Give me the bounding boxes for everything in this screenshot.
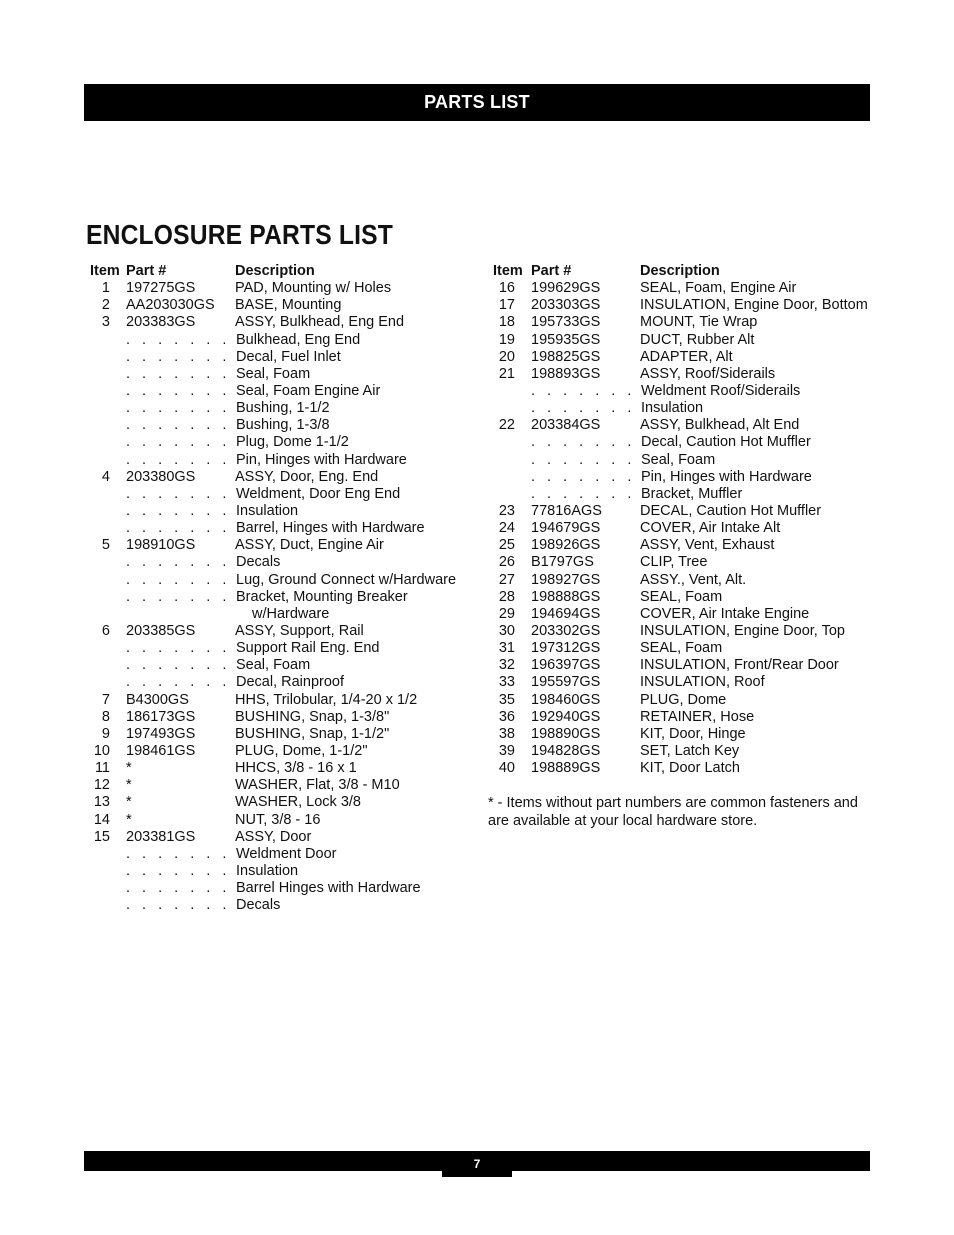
dot-leader: . . . . . . . xyxy=(531,468,636,485)
row-description: ASSY, Door, Eng. End xyxy=(235,468,379,485)
row-item: 28 xyxy=(498,588,515,605)
row-part-number: 198825GS xyxy=(531,348,601,365)
row-description: Seal, Foam xyxy=(236,657,311,674)
table-subrow xyxy=(493,469,873,486)
row-description: Decal, Rainproof xyxy=(236,674,344,691)
row-description: Bracket, Muffler xyxy=(641,485,743,502)
row-description: HHS, Trilobular, 1/4-20 x 1/2 xyxy=(235,691,418,708)
page-title: ENCLOSURE PARTS LIST xyxy=(86,219,393,250)
table-subrow xyxy=(88,366,468,383)
row-description: WASHER, Lock 3/8 xyxy=(235,794,361,811)
dot-leader: . . . . . . . xyxy=(126,400,231,417)
row-description: Insulation xyxy=(236,502,299,519)
row-part-number: 198889GS xyxy=(531,760,601,777)
dot-leader: . . . . . . . xyxy=(531,400,636,417)
row-item: 35 xyxy=(498,691,515,708)
row-item: 26 xyxy=(498,554,515,571)
row-item: 21 xyxy=(498,365,515,382)
row-part-number: 203302GS xyxy=(531,622,601,639)
row-part-number: 196397GS xyxy=(531,657,601,674)
dot-leader: . . . . . . . xyxy=(126,897,231,914)
header-bar xyxy=(84,84,870,121)
footnote: * - Items without part numbers are common fasteners and are available at your local hardware store. xyxy=(488,795,858,829)
table-row xyxy=(493,760,873,777)
row-item: 3 xyxy=(101,314,110,331)
table-row xyxy=(493,314,873,331)
dot-leader: . . . . . . . xyxy=(126,845,231,862)
row-part-number: * xyxy=(126,760,132,777)
table-row xyxy=(88,726,468,743)
row-description: Pin, Hinges with Hardware xyxy=(236,451,407,468)
table-row xyxy=(493,589,873,606)
row-description: Insulation xyxy=(236,862,299,879)
row-description: PLUG, Dome xyxy=(640,691,727,708)
row-description: ASSY, Bulkhead, Alt End xyxy=(640,417,800,434)
table-row xyxy=(493,743,873,760)
parts-table-right xyxy=(493,263,873,777)
row-part-number: 203380GS xyxy=(126,468,196,485)
table-row xyxy=(493,280,873,297)
row-description: COVER, Air Intake Alt xyxy=(640,520,781,537)
row-part-number: 194694GS xyxy=(531,605,601,622)
dot-leader: . . . . . . . xyxy=(126,588,231,605)
table-subrow xyxy=(88,554,468,571)
table-row xyxy=(493,554,873,571)
row-item: 22 xyxy=(498,417,515,434)
row-part-number: * xyxy=(126,777,132,794)
header-title: PARTS LIST xyxy=(424,92,530,112)
row-description: ASSY, Roof/Siderails xyxy=(640,365,776,382)
row-description: Plug, Dome 1-1/2 xyxy=(236,434,349,451)
row-description: Pin, Hinges with Hardware xyxy=(641,468,812,485)
row-description: ASSY, Vent, Exhaust xyxy=(640,537,775,554)
row-description: ASSY, Door xyxy=(235,828,312,845)
table-row xyxy=(88,692,468,709)
row-description: ASSY, Duct, Engine Air xyxy=(235,537,384,554)
table-header xyxy=(88,263,468,280)
row-description: BUSHING, Snap, 1-3/8" xyxy=(235,708,390,725)
row-description: INSULATION, Engine Door, Bottom xyxy=(640,297,868,314)
row-part-number: 186173GS xyxy=(126,708,196,725)
row-item: 24 xyxy=(498,520,515,537)
table-subrow xyxy=(88,897,468,914)
row-item: 33 xyxy=(498,674,515,691)
table-row xyxy=(88,760,468,777)
table-row xyxy=(493,692,873,709)
dot-leader: . . . . . . . xyxy=(126,674,231,691)
row-description: COVER, Air Intake Engine xyxy=(640,605,810,622)
row-description: CLIP, Tree xyxy=(640,554,708,571)
row-description: Weldment, Door Eng End xyxy=(236,485,401,502)
row-description: Barrel, Hinges with Hardware xyxy=(236,520,425,537)
table-row xyxy=(88,537,468,554)
row-item: 40 xyxy=(498,760,515,777)
row-description: Support Rail Eng. End xyxy=(236,640,380,657)
row-part-number: 198893GS xyxy=(531,365,601,382)
row-item: 25 xyxy=(498,537,515,554)
table-subrow xyxy=(88,417,468,434)
table-subrow xyxy=(88,572,468,589)
row-item: 6 xyxy=(101,622,110,639)
row-part-number: B4300GS xyxy=(126,691,189,708)
row-description: SET, Latch Key xyxy=(640,742,740,759)
dot-leader: . . . . . . . xyxy=(126,880,231,897)
row-item: 7 xyxy=(101,691,110,708)
row-description: RETAINER, Hose xyxy=(640,708,755,725)
row-part-number: 203381GS xyxy=(126,828,196,845)
row-part-number: 195935GS xyxy=(531,331,601,348)
table-row xyxy=(493,623,873,640)
row-part-number: 197312GS xyxy=(531,640,601,657)
row-description: Bushing, 1-3/8 xyxy=(236,417,330,434)
table-subrow xyxy=(88,640,468,657)
row-description: Decal, Caution Hot Muffler xyxy=(641,434,811,451)
row-item: 15 xyxy=(93,828,110,845)
dot-leader: . . . . . . . xyxy=(126,657,231,674)
table-row xyxy=(493,657,873,674)
row-item: 9 xyxy=(101,725,110,742)
row-part-number: 199629GS xyxy=(531,280,601,297)
table-subrow xyxy=(493,434,873,451)
row-description: Seal, Foam xyxy=(641,451,716,468)
row-item: 16 xyxy=(498,280,515,297)
row-part-number: 198461GS xyxy=(126,742,196,759)
row-part-number: * xyxy=(126,811,132,828)
row-part-number: 203384GS xyxy=(531,417,601,434)
table-row xyxy=(493,520,873,537)
table-row xyxy=(493,674,873,691)
row-part-number: 194828GS xyxy=(531,742,601,759)
table-subrow xyxy=(493,486,873,503)
row-part-number: 77816AGS xyxy=(531,502,602,519)
table-row xyxy=(88,777,468,794)
table-subrow xyxy=(88,674,468,691)
table-subrow xyxy=(493,452,873,469)
page-number: 7 xyxy=(442,1151,512,1177)
row-item: 14 xyxy=(93,811,110,828)
table-header xyxy=(493,263,873,280)
table-row xyxy=(88,623,468,640)
row-description: Lug, Ground Connect w/Hardware xyxy=(236,571,457,588)
table-row-continuation xyxy=(88,606,468,623)
table-subrow xyxy=(88,863,468,880)
row-item: 8 xyxy=(101,708,110,725)
table-subrow xyxy=(88,332,468,349)
row-part-number: 198890GS xyxy=(531,725,601,742)
dot-leader: . . . . . . . xyxy=(126,640,231,657)
row-item: 30 xyxy=(498,622,515,639)
table-subrow xyxy=(88,846,468,863)
row-part-number: 198888GS xyxy=(531,588,601,605)
row-description: INSULATION, Engine Door, Top xyxy=(640,622,845,639)
row-description: KIT, Door Latch xyxy=(640,760,740,777)
dot-leader: . . . . . . . xyxy=(126,365,231,382)
row-description: SEAL, Foam xyxy=(640,640,723,657)
row-description: SEAL, Foam xyxy=(640,588,723,605)
table-row xyxy=(88,469,468,486)
column-header-part: Part # xyxy=(126,263,167,279)
dot-leader: . . . . . . . xyxy=(126,451,231,468)
row-description: ASSY, Bulkhead, Eng End xyxy=(235,314,405,331)
table-subrow xyxy=(88,486,468,503)
row-description: Barrel Hinges with Hardware xyxy=(236,880,421,897)
row-description: Insulation xyxy=(641,400,704,417)
row-description: Decals xyxy=(236,554,281,571)
table-subrow xyxy=(88,452,468,469)
row-part-number: 198926GS xyxy=(531,537,601,554)
row-description: MOUNT, Tie Wrap xyxy=(640,314,758,331)
table-row xyxy=(88,314,468,331)
parts-table-left xyxy=(88,263,468,914)
row-description: Bushing, 1-1/2 xyxy=(236,400,330,417)
row-part-number: 198910GS xyxy=(126,537,196,554)
row-description: ASSY., Vent, Alt. xyxy=(640,571,747,588)
table-subrow xyxy=(88,383,468,400)
row-description: WASHER, Flat, 3/8 - M10 xyxy=(235,777,400,794)
column-header-item: Item xyxy=(493,263,523,279)
table-row xyxy=(493,606,873,623)
row-item: 36 xyxy=(498,708,515,725)
row-item: 10 xyxy=(93,742,110,759)
dot-leader: . . . . . . . xyxy=(126,485,231,502)
row-item: 12 xyxy=(93,777,110,794)
row-item: 38 xyxy=(498,725,515,742)
dot-leader: . . . . . . . xyxy=(126,520,231,537)
table-subrow xyxy=(88,434,468,451)
row-part-number: 198460GS xyxy=(531,691,601,708)
dot-leader: . . . . . . . xyxy=(126,417,231,434)
table-row xyxy=(493,349,873,366)
dot-leader: . . . . . . . xyxy=(126,331,231,348)
dot-leader: . . . . . . . xyxy=(531,382,636,399)
row-description: NUT, 3/8 - 16 xyxy=(235,811,321,828)
table-row xyxy=(493,366,873,383)
table-subrow xyxy=(88,589,468,606)
dot-leader: . . . . . . . xyxy=(126,862,231,879)
row-description: Decal, Fuel Inlet xyxy=(236,348,341,365)
row-description: INSULATION, Roof xyxy=(640,674,765,691)
table-row xyxy=(493,640,873,657)
row-description: KIT, Door, Hinge xyxy=(640,725,746,742)
table-row xyxy=(493,537,873,554)
row-part-number: 192940GS xyxy=(531,708,601,725)
row-part-number: 203385GS xyxy=(126,622,196,639)
row-part-number: 198927GS xyxy=(531,571,601,588)
table-subrow xyxy=(88,400,468,417)
table-row xyxy=(493,503,873,520)
table-row xyxy=(88,297,468,314)
row-item: 5 xyxy=(101,537,110,554)
dot-leader: . . . . . . . xyxy=(531,485,636,502)
table-row xyxy=(88,743,468,760)
row-description: Weldment Roof/Siderails xyxy=(641,382,801,399)
row-description: SEAL, Foam, Engine Air xyxy=(640,280,797,297)
row-item: 2 xyxy=(101,297,110,314)
dot-leader: . . . . . . . xyxy=(531,434,636,451)
dot-leader: . . . . . . . xyxy=(126,434,231,451)
row-item: 18 xyxy=(498,314,515,331)
row-description: DECAL, Caution Hot Muffler xyxy=(640,502,822,519)
row-description: PLUG, Dome, 1-1/2" xyxy=(235,742,368,759)
row-part-number: * xyxy=(126,794,132,811)
dot-leader: . . . . . . . xyxy=(126,502,231,519)
row-description: Seal, Foam Engine Air xyxy=(236,382,381,399)
table-row xyxy=(88,829,468,846)
column-header-description: Description xyxy=(640,263,720,279)
table-row xyxy=(493,709,873,726)
row-item: 39 xyxy=(498,742,515,759)
row-part-number: 195597GS xyxy=(531,674,601,691)
row-item: 29 xyxy=(498,605,515,622)
row-description: Seal, Foam xyxy=(236,365,311,382)
row-item: 1 xyxy=(101,280,110,297)
row-item: 11 xyxy=(94,760,110,777)
table-row xyxy=(88,812,468,829)
column-header-item: Item xyxy=(90,263,120,279)
row-item: 17 xyxy=(498,297,515,314)
row-description: BASE, Mounting xyxy=(235,297,342,314)
table-row xyxy=(88,709,468,726)
row-part-number: B1797GS xyxy=(531,554,594,571)
table-row xyxy=(493,726,873,743)
row-description: Decals xyxy=(236,897,281,914)
table-subrow xyxy=(493,383,873,400)
row-item: 31 xyxy=(498,640,515,657)
row-description: Bulkhead, Eng End xyxy=(236,331,361,348)
table-subrow xyxy=(88,503,468,520)
row-item: 32 xyxy=(498,657,515,674)
row-part-number: 195733GS xyxy=(531,314,601,331)
table-row xyxy=(493,572,873,589)
row-part-number: 197275GS xyxy=(126,280,196,297)
table-subrow xyxy=(88,349,468,366)
dot-leader: . . . . . . . xyxy=(126,571,231,588)
table-subrow xyxy=(493,400,873,417)
table-subrow xyxy=(88,657,468,674)
table-row xyxy=(493,297,873,314)
row-part-number: AA203030GS xyxy=(126,297,215,314)
row-description: w/Hardware xyxy=(252,605,330,622)
row-description: ADAPTER, Alt xyxy=(640,348,733,365)
row-description: PAD, Mounting w/ Holes xyxy=(235,280,392,297)
row-part-number: 194679GS xyxy=(531,520,601,537)
row-description: BUSHING, Snap, 1-1/2" xyxy=(235,725,390,742)
column-header-description: Description xyxy=(235,263,315,279)
dot-leader: . . . . . . . xyxy=(126,382,231,399)
row-description: DUCT, Rubber Alt xyxy=(640,331,755,348)
row-part-number: 203383GS xyxy=(126,314,196,331)
row-part-number: 197493GS xyxy=(126,725,196,742)
dot-leader: . . . . . . . xyxy=(126,554,231,571)
row-item: 23 xyxy=(498,502,515,519)
row-description: Weldment Door xyxy=(236,845,337,862)
row-part-number: 203303GS xyxy=(531,297,601,314)
row-item: 20 xyxy=(498,348,515,365)
table-row xyxy=(493,332,873,349)
row-item: 27 xyxy=(498,571,515,588)
table-subrow xyxy=(88,880,468,897)
dot-leader: . . . . . . . xyxy=(126,348,231,365)
row-description: ASSY, Support, Rail xyxy=(235,622,364,639)
table-row xyxy=(493,417,873,434)
row-description: HHCS, 3/8 - 16 x 1 xyxy=(235,760,357,777)
row-item: 19 xyxy=(498,331,515,348)
table-row xyxy=(88,794,468,811)
row-item: 13 xyxy=(93,794,110,811)
row-description: Bracket, Mounting Breaker xyxy=(236,588,408,605)
dot-leader: . . . . . . . xyxy=(531,451,636,468)
row-item: 4 xyxy=(101,468,110,485)
table-row xyxy=(88,280,468,297)
row-description: INSULATION, Front/Rear Door xyxy=(640,657,839,674)
column-header-part: Part # xyxy=(531,263,572,279)
table-subrow xyxy=(88,520,468,537)
